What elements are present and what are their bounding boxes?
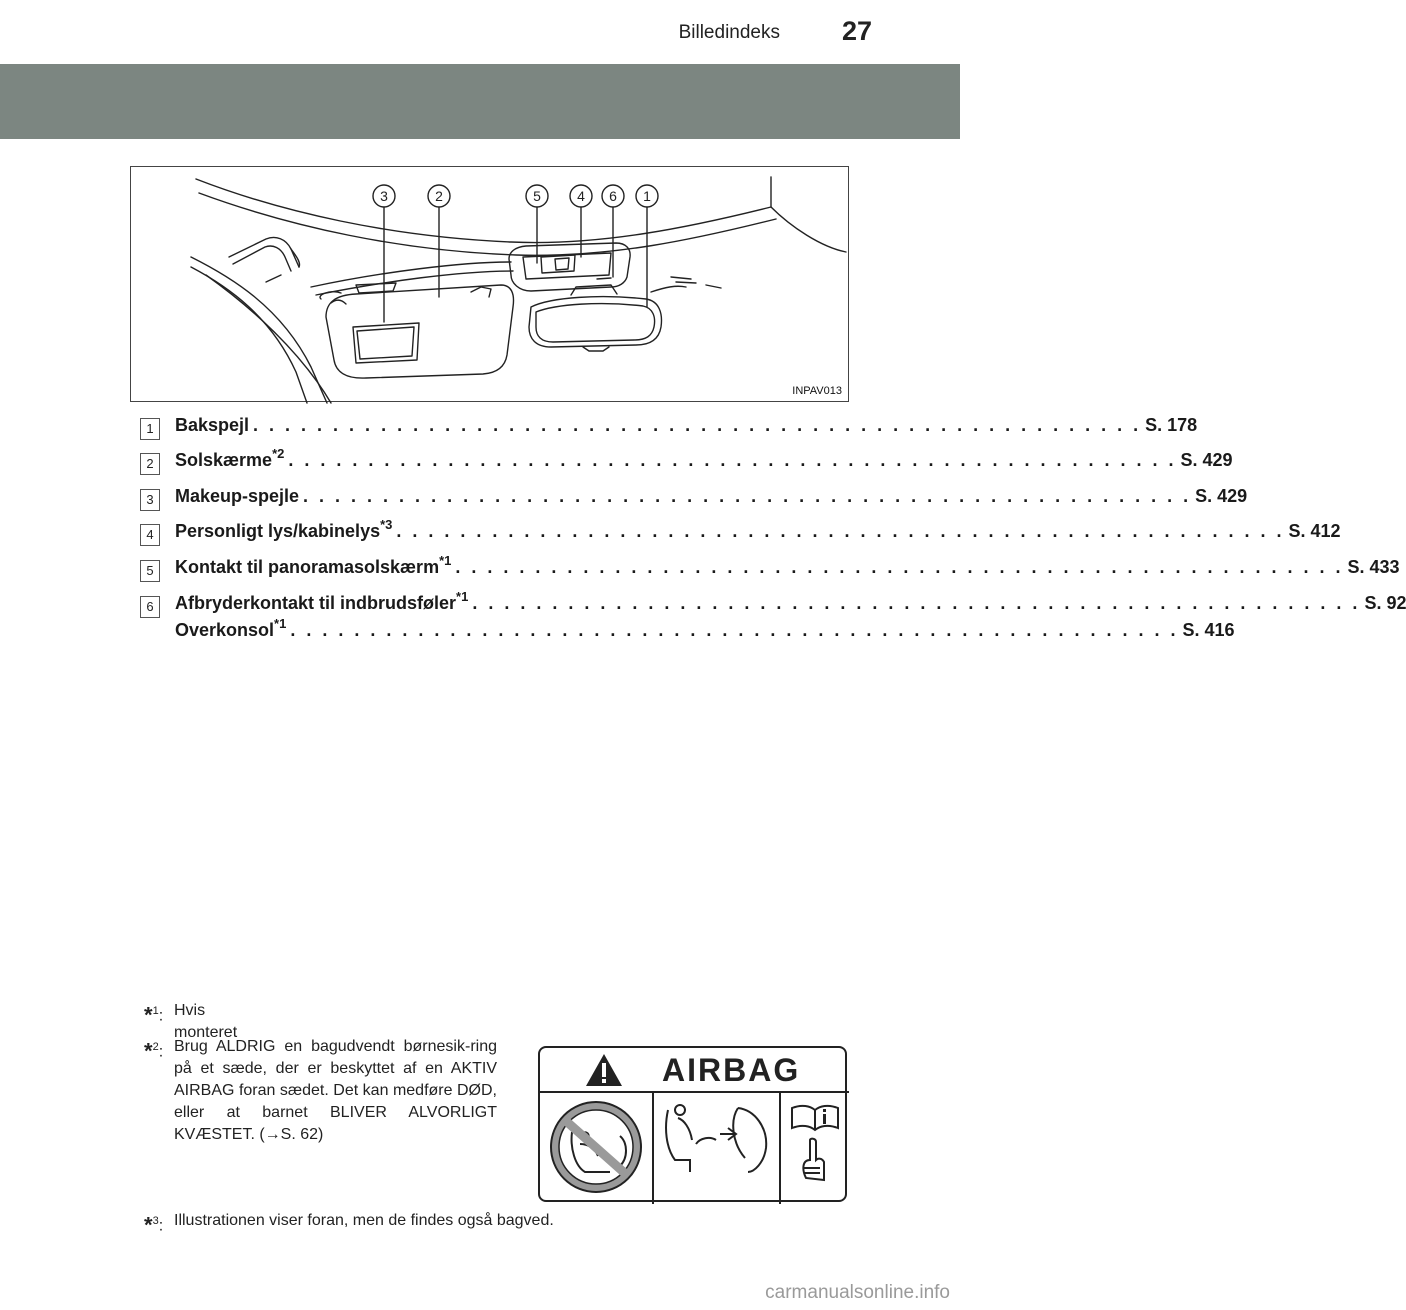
footnote-number: 3 [152, 1215, 159, 1227]
callout-2: 2 [435, 188, 443, 204]
item-label: Solskærme [175, 450, 273, 470]
item-label: Makeup-spejle [175, 486, 300, 506]
page-reference-link[interactable]: S. 178 [1145, 415, 1198, 435]
list-item [140, 446, 1233, 480]
list-item [140, 517, 1341, 551]
leader-dots: . . . . . . . . . . . . . . . . . . . . . . . . . . . . . . . . . . . . . . . . . . . . . . . . . . . . . . . . [303, 486, 1192, 506]
leader-dots: . . . . . . . . . . . . . . . . . . . . . . . . . . . . . . . . . . . . . . . . . . . . . . . . . . . . . . . . [455, 557, 1344, 577]
item-number: 4 [140, 524, 160, 546]
footnote-text: Illustrationen viser foran, men de findes også bagved. [174, 1212, 554, 1229]
header-band [0, 64, 960, 139]
warning-triangle-icon [586, 1054, 622, 1086]
footnote-separator: : [158, 1217, 164, 1235]
leader-dots: . . . . . . . . . . . . . . . . . . . . . . . . . . . . . . . . . . . . . . . . . . . . . . . . . . . . . . . . [290, 620, 1179, 640]
item-footnote-ref: *2 [272, 446, 285, 461]
footnote-number: 1 [152, 1005, 159, 1017]
item-label: Overkonsol [175, 620, 275, 640]
illustration-drawing [131, 167, 850, 403]
footnote-asterisk: * [144, 1002, 153, 1028]
footnote-asterisk: * [144, 1038, 153, 1064]
no-rear-facing-child-seat-icon [551, 1102, 641, 1192]
leader-dots: . . . . . . . . . . . . . . . . . . . . . . . . . . . . . . . . . . . . . . . . . . . . . . . . . . . . . . . . [396, 521, 1285, 541]
callout-5: 5 [533, 188, 541, 204]
page-reference-link[interactable]: S. 92 [1364, 593, 1406, 613]
page-reference-link[interactable]: S. 429 [1195, 486, 1248, 506]
item-label: Personligt lys/kabinelys [175, 521, 381, 541]
footnote-asterisk: * [144, 1212, 153, 1238]
section-title: Billedindeks [678, 22, 780, 43]
item-footnote-ref: *1 [439, 553, 452, 568]
item-label: Afbryderkontakt til indbrudsføler [175, 593, 457, 613]
leader-dots: . . . . . . . . . . . . . . . . . . . . . . . . . . . . . . . . . . . . . . . . . . . . . . . . . . . . . . . . [288, 450, 1177, 470]
item-label: Kontakt til panoramasolskærm [175, 557, 440, 577]
illustration-code: INPAV013 [792, 385, 842, 397]
leader-dots: . . . . . . . . . . . . . . . . . . . . . . . . . . . . . . . . . . . . . . . . . . . . . . . . . . . . . . . . [253, 415, 1142, 435]
item-footnote-ref: *1 [456, 589, 469, 604]
item-footnote-ref: *1 [274, 616, 287, 631]
list-item [140, 486, 1248, 516]
airbag-deploy-seat-icon [666, 1105, 766, 1172]
page-reference-link[interactable]: S. 416 [1182, 620, 1235, 640]
page-reference-link[interactable]: S. 429 [1180, 450, 1233, 470]
item-number: 6 [140, 596, 160, 618]
footnote-separator: : [158, 1043, 164, 1061]
footnote-separator: : [158, 1007, 164, 1025]
airbag-warning-label [538, 1046, 847, 1202]
page-reference-link[interactable]: S. 412 [1288, 521, 1341, 541]
callout-6: 6 [609, 188, 617, 204]
airbag-label-title: AIRBAG [662, 1052, 801, 1088]
read-manual-icon [792, 1106, 838, 1180]
item-number: 1 [140, 418, 160, 440]
item-label: Bakspejl [175, 415, 250, 435]
page-reference-link[interactable]: S. 433 [1347, 557, 1400, 577]
list-item [140, 616, 1235, 650]
list-item [140, 415, 1198, 445]
list-item [140, 553, 1400, 587]
footnote-text: Hvis monteret [174, 1002, 238, 1041]
list-item [140, 589, 1406, 623]
callout-3: 3 [380, 188, 388, 204]
item-number: 3 [140, 489, 160, 511]
watermark: carmanualsonline.info [765, 1282, 950, 1303]
callout-1: 1 [643, 188, 651, 204]
page-number: 27 [842, 16, 873, 46]
footnote-text: Brug ALDRIG en bagudvendt børnesik-ring på et sæde, der er beskyttet af en AKTIV AIRBAG foran sædet. Det kan medføre DØD, eller at barnet BLIVER ALVORLIGT KVÆSTET. (→S. 62) [174, 1038, 497, 1143]
item-number: 2 [140, 453, 160, 475]
overhead-console-illustration [130, 166, 849, 402]
footnote-number: 2 [152, 1041, 159, 1053]
leader-dots: . . . . . . . . . . . . . . . . . . . . . . . . . . . . . . . . . . . . . . . . . . . . . . . . . . . . . . . . [472, 593, 1361, 613]
page-header [0, 0, 960, 56]
callout-4: 4 [577, 188, 585, 204]
item-footnote-ref: *3 [380, 517, 393, 532]
item-number: 5 [140, 560, 160, 582]
